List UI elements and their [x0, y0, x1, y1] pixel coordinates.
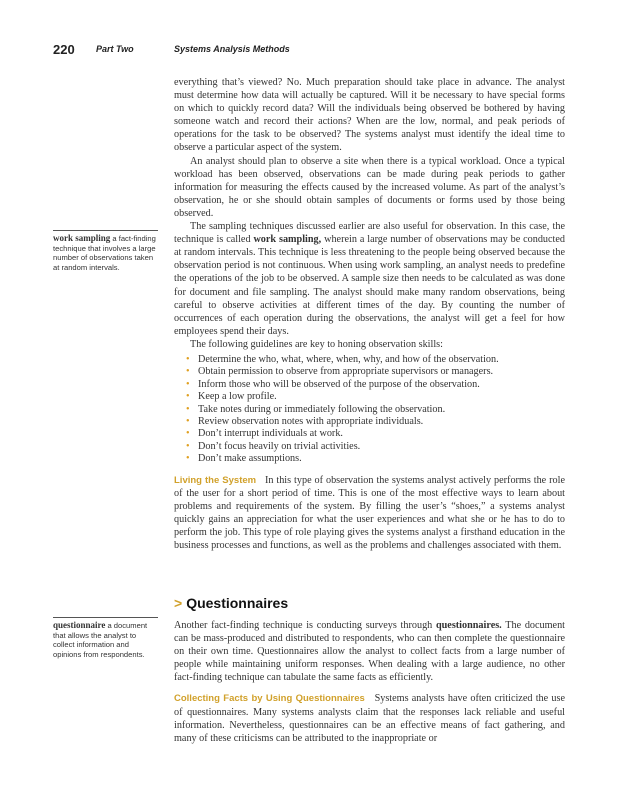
page-header — [53, 42, 573, 60]
bullet-icon: • — [186, 416, 190, 427]
text-run: Systems analysts have often criticized the use of questionnaires. Many systems analysts claim that the responses lack reliable and useful information. Nevertheless, questionnaires can be an effective means of fact gathering, and many of these criticisms can be attributed to the inappropriate or — [174, 693, 565, 744]
list-item-text: Don’t focus heavily on trivial activities. — [198, 440, 361, 452]
bullet-icon: • — [186, 391, 190, 403]
guidelines-list — [174, 354, 565, 466]
list-item-text: Determine the who, what, where, when, why, and how of the observation. — [198, 353, 499, 365]
paragraph: An analyst should plan to observe a site when there is a typical workload. Once a typical workload has been observed, observations can be made during peak periods to gather information for measuring the effects caused by the increased volume. As part of the analyst’s observation, he or she should obtain samples of documents or forms used by those being observed. — [174, 155, 565, 219]
paragraph: everything that’s viewed? No. Much preparation should take place in advance. The analyst must determine how data will actually be captured. Will it be necessary to have special forms on which to quickly record data? Will the individuals being observed be bothered by having someone watch and record their actions? When are the low, normal, and peak periods of operations for the task to be observed? The systems analyst must identify the ideal time to observe a particular aspect of the system. — [174, 77, 565, 154]
list-item-text: Don’t make assumptions. — [198, 453, 302, 465]
text-run: Another fact-finding technique is conducting surveys through — [174, 620, 436, 631]
list-item — [186, 366, 565, 378]
page-number: 220 — [53, 42, 75, 57]
paragraph-living-the-system — [174, 474, 565, 553]
running-section-title: Systems Analysis Methods — [174, 44, 290, 54]
key-term: work sampling, — [253, 234, 322, 246]
subheading-living-the-system: Living the System — [174, 474, 257, 486]
list-item — [186, 453, 565, 465]
margin-note-definition: a fact-finding technique that involves a large number of observations taken at random intervals. — [53, 234, 156, 272]
paragraph: The following guidelines are key to honing observation skills: — [190, 338, 443, 350]
text-run: The sampling techniques discussed earlier are also useful for observation. In this case, the technique is called — [174, 221, 565, 246]
bullet-icon: • — [186, 403, 190, 415]
margin-note-questionnaire — [53, 617, 158, 659]
chevron-right-icon: > — [174, 595, 183, 611]
section-heading-text: Questionnaires — [186, 595, 289, 611]
part-label: Part Two — [96, 44, 134, 54]
section-heading — [174, 595, 288, 611]
list-item-text: Obtain permission to observe from appropriate supervisors or managers. — [198, 366, 494, 378]
bullet-icon: • — [186, 428, 190, 440]
bullet-icon: • — [186, 453, 190, 465]
text-run: wherein a large number of observations may be conducted at random intervals. This technique is less threatening to the people being observed because the observation period is not continuous. When using work sampling, an analyst needs to predefine the operations of the job to be observed. A sample size then needs to be calculated as was done for document and file sampling. The analyst should make many random observations, being careful to observe activities at different times of the day. By counting the number of occurrences of each operation during the observations, the analyst will get a feel for how employees spend their days. — [174, 234, 565, 337]
margin-note-term: questionnaire — [53, 620, 106, 630]
list-item — [186, 354, 565, 366]
key-term: questionnaires. — [435, 620, 502, 631]
list-item-text: Don’t interrupt individuals at work. — [198, 428, 343, 440]
margin-note-term: work sampling — [53, 233, 111, 243]
list-item-text: Take notes during or immediately following the observation. — [198, 403, 446, 415]
subheading-collecting-facts: Collecting Facts by Using Questionnaires — [174, 693, 365, 705]
margin-note-work-sampling — [53, 230, 158, 272]
main-column — [174, 76, 565, 552]
list-item-text: Inform those who will be observed of the purpose of the observation. — [198, 378, 480, 390]
bullet-icon: • — [186, 353, 190, 365]
text-run: The document can be mass-produced and distributed to respondents, who can then complete the questionnaire on their own time. Questionnaires allow the analyst to collect facts from a large number of people while maintaining uniform responses. When dealing with a large audience, no other fact-finding technique can tabulate the same facts as efficiently. — [174, 620, 565, 684]
list-item-text: Keep a low profile. — [198, 391, 277, 403]
list-item-text: Review observation notes with appropriate individuals. — [198, 416, 424, 427]
list-item — [186, 416, 565, 428]
paragraph-work-sampling — [174, 220, 565, 338]
list-item — [186, 428, 565, 440]
list-item — [186, 404, 565, 416]
bullet-icon: • — [186, 366, 190, 378]
margin-note-definition: a document that allows the analyst to collect information and opinions from respondents. — [53, 621, 148, 659]
text-run: In this type of observation the systems analyst actively performs the role of the user for a short period of time. This is one of the most effective ways to learn about problems and requirements of the system. By filling the user’s “shoes,” a systems analyst quickly gains an appreciation for what the user experiences and what she or he has to do to perform the job. This type of role playing gives the systems analyst a firsthand education in the business processes and functions, as well as the problems and challenges associated with them. — [174, 474, 565, 552]
bullet-icon: • — [186, 440, 190, 452]
paragraph-questionnaires — [174, 619, 565, 684]
list-item — [186, 391, 565, 403]
bullet-icon: • — [186, 378, 190, 390]
list-item — [186, 441, 565, 453]
paragraph-collecting-facts — [174, 692, 565, 744]
list-item — [186, 379, 565, 391]
main-column-questionnaires — [174, 619, 565, 745]
